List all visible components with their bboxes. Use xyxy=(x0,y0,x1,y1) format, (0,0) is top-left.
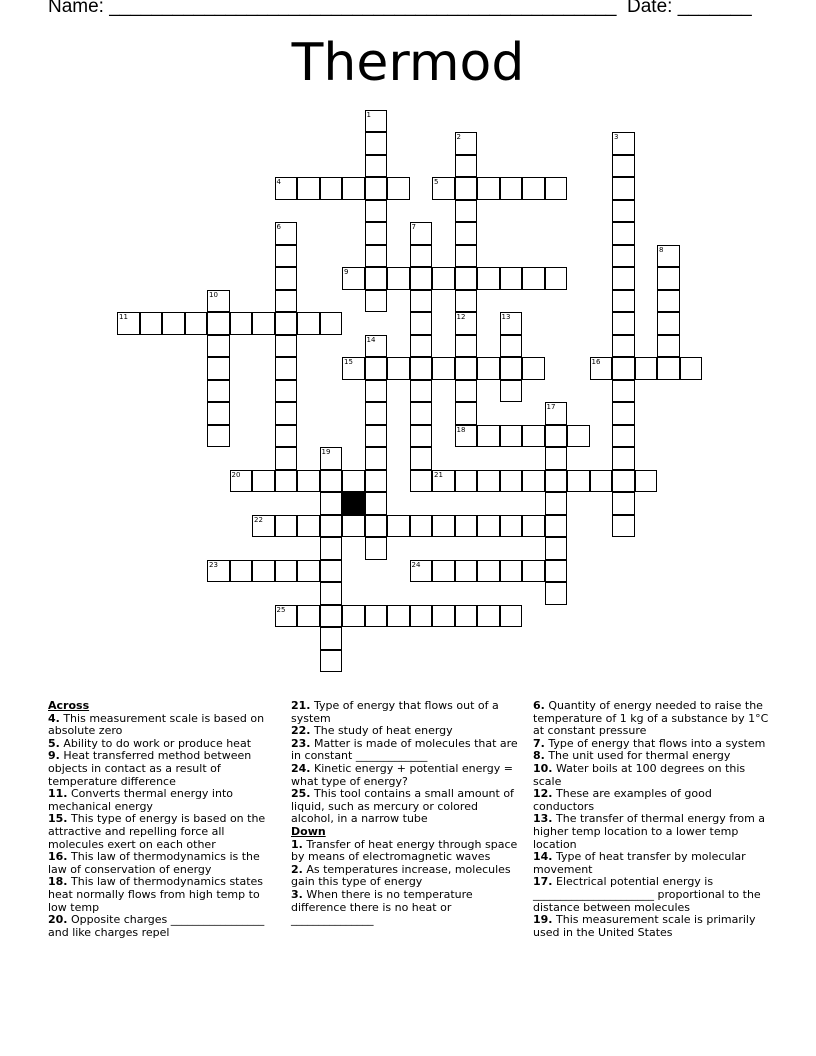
clue-text: Quantity of energy needed to raise the temperature of 1 kg of a substance by 1°C at constant pressure xyxy=(533,699,769,738)
crossword-cell[interactable] xyxy=(365,200,388,223)
crossword-cell[interactable] xyxy=(320,650,343,673)
cell-number: 21 xyxy=(434,470,443,479)
crossword-cell[interactable] xyxy=(342,605,365,628)
crossword-cell[interactable] xyxy=(545,537,568,560)
clue-number: 9. xyxy=(48,749,60,763)
crossword-cell[interactable] xyxy=(612,402,635,425)
crossword-cell[interactable] xyxy=(387,605,410,628)
crossword-cell[interactable] xyxy=(477,267,500,290)
crossword-cell[interactable] xyxy=(320,447,343,470)
crossword-cell[interactable] xyxy=(500,605,523,628)
crossword-cell[interactable] xyxy=(207,425,230,448)
cell-number: 1 xyxy=(366,110,371,119)
clue-down-13 xyxy=(533,813,771,851)
crossword-cell[interactable] xyxy=(657,357,680,380)
crossword-cell[interactable] xyxy=(455,290,478,313)
clue-across-15 xyxy=(48,813,270,851)
clue-number: 10. xyxy=(533,761,553,775)
crossword-cell[interactable] xyxy=(432,470,455,493)
name-line: Name: ________________________________________________ xyxy=(48,0,617,17)
crossword-cell[interactable] xyxy=(162,312,185,335)
cell-number: 17 xyxy=(546,403,556,411)
crossword-cell[interactable] xyxy=(252,515,275,538)
crossword-cell[interactable] xyxy=(455,155,478,178)
crossword-cell[interactable] xyxy=(522,470,545,493)
clues-column-2 xyxy=(291,700,523,927)
crossword-cell[interactable] xyxy=(612,222,635,245)
crossword-cell[interactable] xyxy=(342,267,365,290)
crossword-cell[interactable] xyxy=(230,560,253,583)
clue-text: Matter is made of molecules that are in constant _____________ xyxy=(291,736,518,763)
cell-number: 24 xyxy=(411,560,421,569)
clue-text: When there is no temperature difference there is no heat or _______________ xyxy=(291,887,473,927)
clue-text: Type of energy that flows out of a system xyxy=(291,699,499,725)
crossword-cell[interactable] xyxy=(522,267,545,290)
crossword-cell[interactable] xyxy=(657,245,680,268)
clue-down-19 xyxy=(533,914,771,939)
crossword-cell[interactable] xyxy=(365,492,388,515)
crossword-cell[interactable] xyxy=(657,312,680,335)
cell-number: 23 xyxy=(209,560,218,569)
crossword-cell[interactable] xyxy=(612,492,635,515)
crossword-cell[interactable] xyxy=(500,177,523,200)
crossword-cell[interactable] xyxy=(275,312,298,335)
crossword-cell[interactable] xyxy=(545,470,568,493)
crossword-cell[interactable] xyxy=(365,605,388,628)
crossword-cell[interactable] xyxy=(455,222,478,245)
crossword-cell[interactable] xyxy=(320,537,343,560)
crossword-cell[interactable] xyxy=(365,380,388,403)
crossword-cell[interactable] xyxy=(612,357,635,380)
crossword-cell[interactable] xyxy=(477,177,500,200)
crossword-cell[interactable] xyxy=(612,335,635,358)
crossword-cell[interactable] xyxy=(612,132,635,155)
crossword-cell[interactable] xyxy=(297,177,320,200)
crossword-cell[interactable] xyxy=(432,605,455,628)
cell-number: 12 xyxy=(456,313,466,321)
crossword-cell[interactable] xyxy=(477,515,500,538)
crossword-cell[interactable] xyxy=(410,447,433,470)
crossword-cell[interactable] xyxy=(500,312,523,335)
clue-number: 12. xyxy=(533,787,553,801)
crossword-cell[interactable] xyxy=(320,492,343,515)
crossword-cell[interactable] xyxy=(680,357,703,380)
crossword-cell[interactable] xyxy=(410,605,433,628)
crossword-cell[interactable] xyxy=(365,447,388,470)
clue-across-23 xyxy=(291,738,523,763)
clue-text: Kinetic energy + potential energy = what type of energy? xyxy=(291,761,513,788)
crossword-cell[interactable] xyxy=(455,267,478,290)
crossword-cell[interactable] xyxy=(500,267,523,290)
crossword-cell[interactable] xyxy=(297,560,320,583)
crossword-cell[interactable] xyxy=(455,515,478,538)
crossword-cell[interactable] xyxy=(477,425,500,448)
crossword-cell[interactable] xyxy=(275,560,298,583)
crossword-cell[interactable] xyxy=(612,290,635,313)
crossword-cell[interactable] xyxy=(207,312,230,335)
crossword-cell[interactable] xyxy=(320,627,343,650)
crossword-cell[interactable] xyxy=(455,200,478,223)
clue-down-3 xyxy=(291,889,523,927)
crossword-cell[interactable] xyxy=(567,425,590,448)
crossword-cell[interactable] xyxy=(320,560,343,583)
crossword-cell[interactable] xyxy=(365,515,388,538)
crossword-cell[interactable] xyxy=(432,515,455,538)
crossword-cell[interactable] xyxy=(612,200,635,223)
clue-number: 16. xyxy=(48,850,68,864)
crossword-cell[interactable] xyxy=(612,267,635,290)
crossword-cell[interactable] xyxy=(432,560,455,583)
crossword-cell[interactable] xyxy=(140,312,163,335)
crossword-cell[interactable] xyxy=(207,560,230,583)
crossword-cell[interactable] xyxy=(342,515,365,538)
clue-across-11 xyxy=(48,788,270,813)
crossword-cell[interactable] xyxy=(500,425,523,448)
crossword-cell[interactable] xyxy=(117,312,140,335)
clue-number: 5. xyxy=(48,736,60,750)
clue-down-2 xyxy=(291,864,523,889)
crossword-cell[interactable] xyxy=(252,312,275,335)
crossword-cell[interactable] xyxy=(455,402,478,425)
crossword-cell[interactable] xyxy=(297,605,320,628)
clue-text: These are examples of good conductors xyxy=(533,787,712,813)
crossword-cell[interactable] xyxy=(365,267,388,290)
clue-number: 3. xyxy=(291,887,303,901)
clue-number: 20. xyxy=(48,913,68,927)
cell-number: 6 xyxy=(276,223,281,231)
crossword-cell[interactable] xyxy=(387,357,410,380)
clue-text: Ability to do work or produce heat xyxy=(59,736,252,750)
crossword-cell[interactable] xyxy=(545,425,568,448)
crossword-cell[interactable] xyxy=(545,560,568,583)
clue-number: 1. xyxy=(291,837,303,851)
crossword-cell[interactable] xyxy=(230,470,253,493)
clue-text: Type of heat transfer by molecular movement xyxy=(533,850,746,876)
clue-across-20 xyxy=(48,914,270,939)
crossword-cell[interactable] xyxy=(252,470,275,493)
crossword-cell[interactable] xyxy=(320,582,343,605)
crossword-cell[interactable] xyxy=(275,222,298,245)
clues-column-1 xyxy=(48,700,270,939)
crossword-cell[interactable] xyxy=(275,470,298,493)
clue-down-1 xyxy=(291,839,523,864)
crossword-cell[interactable] xyxy=(612,312,635,335)
clue-down-12 xyxy=(533,788,771,813)
crossword-cell[interactable] xyxy=(207,357,230,380)
cell-number: 11 xyxy=(119,313,128,321)
crossword-cell[interactable] xyxy=(612,245,635,268)
crossword-cell[interactable] xyxy=(455,380,478,403)
clue-number: 6. xyxy=(533,699,545,712)
crossword-cell[interactable] xyxy=(522,357,545,380)
crossword-cell[interactable] xyxy=(545,582,568,605)
crossword-cell[interactable] xyxy=(455,177,478,200)
crossword-cell[interactable] xyxy=(612,177,635,200)
crossword-cell[interactable] xyxy=(545,515,568,538)
clue-across-4 xyxy=(48,713,270,738)
crossword-cell[interactable] xyxy=(342,177,365,200)
clue-number: 18. xyxy=(48,875,68,889)
clue-text: Transfer of heat energy through space by means of electromagnetic waves xyxy=(291,837,518,864)
crossword-cell[interactable] xyxy=(455,335,478,358)
crossword-cell[interactable] xyxy=(635,357,658,380)
crossword-cell[interactable] xyxy=(387,267,410,290)
cell-number: 14 xyxy=(366,335,376,344)
crossword-cell[interactable] xyxy=(455,470,478,493)
clue-number: 24. xyxy=(291,761,311,775)
crossword-cell[interactable] xyxy=(477,605,500,628)
crossword-cell[interactable] xyxy=(365,425,388,448)
crossword-cell[interactable] xyxy=(275,402,298,425)
cell-number: 18 xyxy=(456,425,466,434)
crossword-cell[interactable] xyxy=(365,402,388,425)
crossword-cell[interactable] xyxy=(522,425,545,448)
crossword-cell[interactable] xyxy=(320,312,343,335)
crossword-cell[interactable] xyxy=(320,177,343,200)
clue-down-17 xyxy=(533,876,771,914)
crossword-cell[interactable] xyxy=(590,357,613,380)
cell-number: 22 xyxy=(254,515,263,524)
crossword-cell[interactable] xyxy=(657,267,680,290)
crossword-cell[interactable] xyxy=(365,177,388,200)
cell-number: 8 xyxy=(659,245,664,254)
clues-column-3 xyxy=(533,700,771,939)
clue-text: This tool contains a small amount of liquid, such as mercury or colored alcohol, in a narrow tube xyxy=(291,787,514,826)
crossword-cell[interactable] xyxy=(297,470,320,493)
crossword-cell[interactable] xyxy=(545,492,568,515)
blocked-cell xyxy=(342,492,365,515)
clue-text: Water boils at 100 degrees on this scale xyxy=(533,761,746,788)
down-heading: Down xyxy=(291,824,326,838)
crossword-cell[interactable] xyxy=(410,245,433,268)
crossword-cell[interactable] xyxy=(612,380,635,403)
crossword-cell[interactable] xyxy=(252,560,275,583)
crossword-cell[interactable] xyxy=(207,335,230,358)
crossword-cell[interactable] xyxy=(320,470,343,493)
crossword-cell[interactable] xyxy=(297,515,320,538)
cell-number: 16 xyxy=(591,358,601,366)
clue-text: Electrical potential energy is ______________________ proportional to the distance between molecules xyxy=(533,875,761,914)
crossword-cell[interactable] xyxy=(275,605,298,628)
cell-number: 10 xyxy=(209,290,218,299)
crossword-cell[interactable] xyxy=(410,312,433,335)
crossword-cell[interactable] xyxy=(455,312,478,335)
cell-number: 3 xyxy=(614,133,619,141)
crossword-cell[interactable] xyxy=(410,425,433,448)
clue-number: 21. xyxy=(291,699,311,712)
crossword-cell[interactable] xyxy=(500,357,523,380)
clue-text: Opposite charges _________________ and like charges repel xyxy=(48,913,265,939)
crossword-cell[interactable] xyxy=(387,515,410,538)
crossword-cell[interactable] xyxy=(455,357,478,380)
clue-across-25 xyxy=(291,788,523,826)
crossword-cell[interactable] xyxy=(230,312,253,335)
crossword-cell[interactable] xyxy=(365,155,388,178)
crossword-cell[interactable] xyxy=(567,470,590,493)
cell-number: 4 xyxy=(276,178,281,186)
clue-text: This law of thermodynamics is the law of conservation of energy xyxy=(48,850,260,876)
crossword-cell[interactable] xyxy=(657,335,680,358)
crossword-cell[interactable] xyxy=(410,402,433,425)
crossword-cell[interactable] xyxy=(500,335,523,358)
clue-text: This measurement scale is based on absolute zero xyxy=(48,711,265,738)
crossword-cell[interactable] xyxy=(342,357,365,380)
clue-across-9 xyxy=(48,750,270,788)
crossword-cell[interactable] xyxy=(365,335,388,358)
cell-number: 7 xyxy=(411,223,416,231)
clue-text: Heat transferred method between objects in contact as a result of temperature difference xyxy=(48,749,252,788)
crossword-cell[interactable] xyxy=(432,177,455,200)
crossword-cell[interactable] xyxy=(500,515,523,538)
crossword-cell[interactable] xyxy=(545,447,568,470)
crossword-cell[interactable] xyxy=(410,357,433,380)
crossword-cell[interactable] xyxy=(455,605,478,628)
crossword-cell[interactable] xyxy=(207,290,230,313)
crossword-cell[interactable] xyxy=(410,267,433,290)
crossword-cell[interactable] xyxy=(455,245,478,268)
crossword-cell[interactable] xyxy=(275,447,298,470)
cell-number: 5 xyxy=(434,178,439,186)
clue-text: This law of thermodynamics states heat normally flows from high temp to low temp xyxy=(48,875,264,914)
clue-text: This type of energy is based on the attractive and repelling force all molecules exert on each other xyxy=(48,812,266,851)
clue-text: This measurement scale is primarily used in the United States xyxy=(533,913,756,939)
crossword-cell[interactable] xyxy=(275,177,298,200)
clue-number: 23. xyxy=(291,736,311,750)
clue-text: Type of energy that flows into a system xyxy=(544,736,766,750)
clue-number: 7. xyxy=(533,736,545,750)
crossword-cell[interactable] xyxy=(275,245,298,268)
crossword-cell[interactable] xyxy=(612,515,635,538)
crossword-cell[interactable] xyxy=(455,425,478,448)
clue-down-10 xyxy=(533,763,771,788)
crossword-cell[interactable] xyxy=(500,560,523,583)
clue-across-18 xyxy=(48,876,270,914)
crossword-cell[interactable] xyxy=(410,222,433,245)
crossword-cell[interactable] xyxy=(185,312,208,335)
crossword-cell[interactable] xyxy=(365,357,388,380)
clue-across-16 xyxy=(48,851,270,876)
clue-text: Converts thermal energy into mechanical energy xyxy=(48,787,234,813)
crossword-cell[interactable] xyxy=(432,357,455,380)
crossword-cell[interactable] xyxy=(275,357,298,380)
cell-number: 20 xyxy=(231,470,241,479)
clue-number: 25. xyxy=(291,787,311,801)
crossword-cell[interactable] xyxy=(410,380,433,403)
crossword-cell[interactable] xyxy=(275,335,298,358)
crossword-cell[interactable] xyxy=(522,177,545,200)
cell-number: 25 xyxy=(276,605,286,614)
crossword-cell[interactable] xyxy=(275,425,298,448)
crossword-cell[interactable] xyxy=(455,560,478,583)
clue-number: 13. xyxy=(533,812,553,826)
crossword-cell[interactable] xyxy=(410,335,433,358)
crossword-cell[interactable] xyxy=(432,267,455,290)
crossword-cell[interactable] xyxy=(297,312,320,335)
crossword-cell[interactable] xyxy=(410,515,433,538)
clue-across-21 xyxy=(291,700,523,725)
crossword-cell[interactable] xyxy=(612,447,635,470)
crossword-cell[interactable] xyxy=(477,560,500,583)
crossword-cell[interactable] xyxy=(522,515,545,538)
crossword-cell[interactable] xyxy=(545,402,568,425)
across-heading: Across xyxy=(48,699,90,712)
clue-number: 19. xyxy=(533,913,553,927)
cell-number: 15 xyxy=(344,358,353,366)
crossword-cell[interactable] xyxy=(365,245,388,268)
crossword-cell[interactable] xyxy=(275,380,298,403)
crossword-cell[interactable] xyxy=(275,267,298,290)
crossword-cell[interactable] xyxy=(410,560,433,583)
clue-number: 15. xyxy=(48,812,68,826)
crossword-cell[interactable] xyxy=(410,470,433,493)
clue-text: The unit used for thermal energy xyxy=(544,749,731,763)
crossword-cell[interactable] xyxy=(500,470,523,493)
crossword-cell[interactable] xyxy=(545,267,568,290)
cell-number: 9 xyxy=(344,268,349,276)
crossword-cell[interactable] xyxy=(522,560,545,583)
crossword-cell[interactable] xyxy=(275,515,298,538)
crossword-cell[interactable] xyxy=(612,425,635,448)
crossword-cell[interactable] xyxy=(612,470,635,493)
clue-text: As temperatures increase, molecules gain this type of energy xyxy=(291,862,511,889)
crossword-cell[interactable] xyxy=(500,380,523,403)
clue-down-6 xyxy=(533,700,771,738)
crossword-cell[interactable] xyxy=(657,290,680,313)
crossword-cell[interactable] xyxy=(545,177,568,200)
crossword-cell[interactable] xyxy=(365,222,388,245)
crossword-cell[interactable] xyxy=(320,515,343,538)
clue-text: The transfer of thermal energy from a higher temp location to a lower temp location xyxy=(533,812,766,851)
crossword-cell[interactable] xyxy=(455,132,478,155)
cell-number: 19 xyxy=(321,448,331,456)
cell-number: 2 xyxy=(456,133,461,141)
clue-down-14 xyxy=(533,851,771,876)
crossword-cell[interactable] xyxy=(612,155,635,178)
clue-number: 11. xyxy=(48,787,68,801)
crossword-cell[interactable] xyxy=(387,177,410,200)
clue-number: 8. xyxy=(533,749,545,763)
clue-number: 4. xyxy=(48,711,60,725)
crossword-cell[interactable] xyxy=(207,402,230,425)
cell-number: 13 xyxy=(501,313,511,321)
crossword-cell[interactable] xyxy=(365,470,388,493)
crossword-cell[interactable] xyxy=(477,470,500,493)
crossword-cell[interactable] xyxy=(342,470,365,493)
clue-text: The study of heat energy xyxy=(310,724,453,738)
crossword-cell[interactable] xyxy=(410,290,433,313)
clue-across-24 xyxy=(291,763,523,788)
crossword-cell[interactable] xyxy=(365,290,388,313)
clue-number: 2. xyxy=(291,862,303,876)
crossword-cell[interactable] xyxy=(365,110,388,133)
crossword-cell[interactable] xyxy=(590,470,613,493)
crossword-cell[interactable] xyxy=(477,357,500,380)
date-line: Date: _______ xyxy=(627,0,752,17)
crossword-cell[interactable] xyxy=(320,605,343,628)
crossword-cell[interactable] xyxy=(635,470,658,493)
crossword-cell[interactable] xyxy=(275,290,298,313)
crossword-cell[interactable] xyxy=(365,537,388,560)
crossword-cell[interactable] xyxy=(207,380,230,403)
page-title: Thermod xyxy=(291,33,525,93)
clue-number: 22. xyxy=(291,724,311,738)
clue-number: 17. xyxy=(533,875,553,889)
crossword-cell[interactable] xyxy=(365,132,388,155)
clue-number: 14. xyxy=(533,850,553,864)
